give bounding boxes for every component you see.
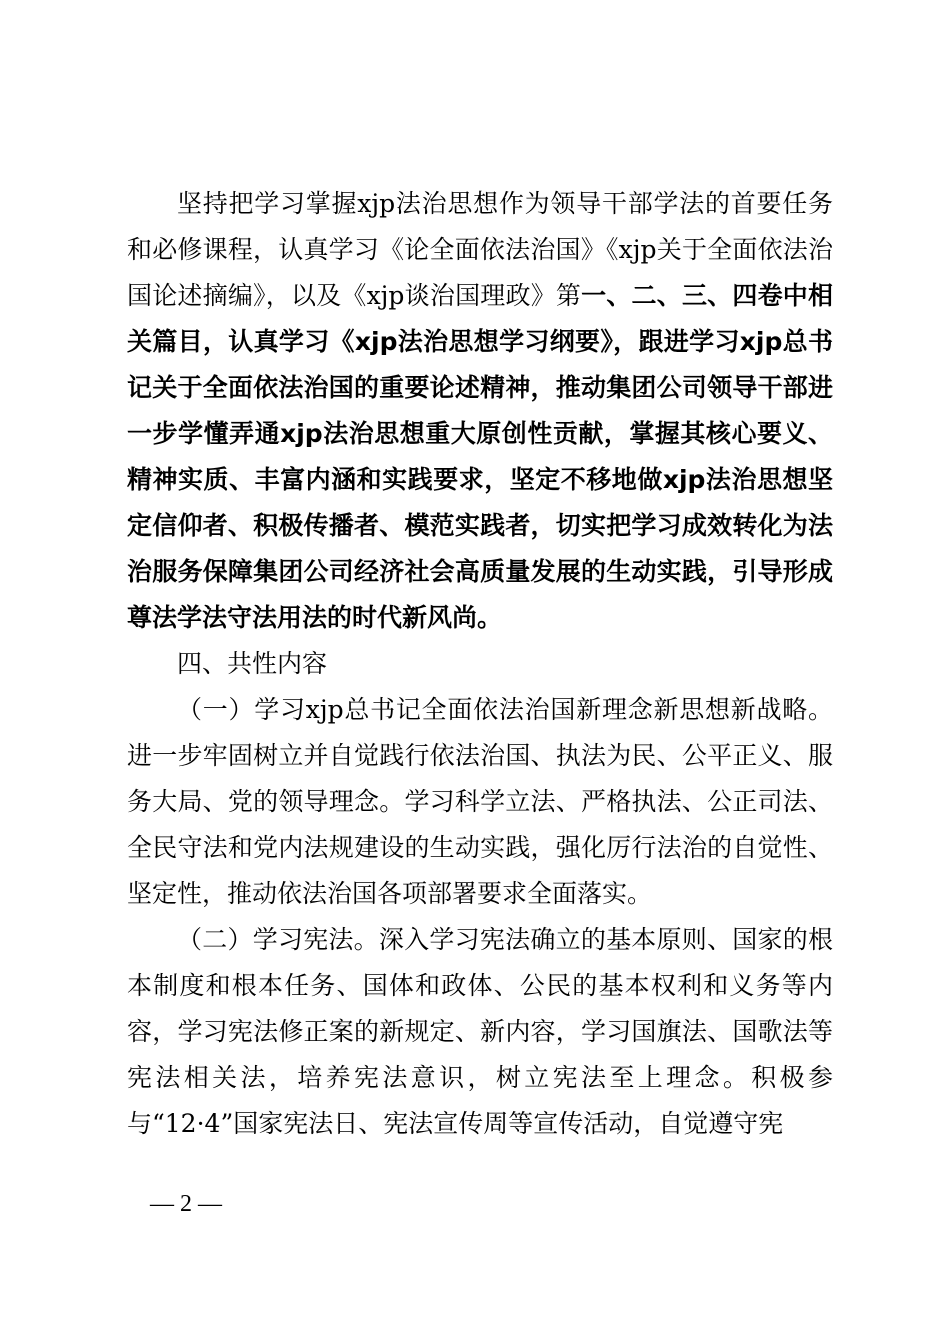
- paragraph-item-two: （二）学习宪法。深入学习宪法确立的基本原则、国家的根本制度和根本任务、国体和政体、公民的基本权利和义务等内容，学习宪法修正案的新规定、新内容，学习国旗法、国歌法等宪法相关法，培养宪法意识，树立宪法至上理念。积极参与“12·4”国家宪法日、宪法宣传周等宣传活动，自觉遵守宪: [127, 925, 833, 1138]
- document-body: [127, 181, 833, 1147]
- paragraph-text: 坚持把学习掌握xjp法治思想作为领导干部学法的首要任务和必修课程，认真学习《论全面依法治国》《xjp关于全面依法治国论述摘编》，以及《xjp谈治国理政》第: [127, 189, 833, 310]
- page-number: — 2 —: [150, 1191, 222, 1217]
- paragraph-text-bold: 一、二、三、四卷中相关篇目，认真学习《xjp法治思想学习纲要》，跟进学习xjp总书记关于全面依法治国的重要论述精神，推动集团公司领导干部进一步学懂弄通xjp法治思想重大原创性贡献，掌握其核心要义、精神实质、丰富内涵和实践要求，坚定不移地做xjp法治思想坚定信仰者、积极传播者、模范实践者，切实把学习成效转化为法治服务保障集团公司经济社会高质量发展的生动实践，引导形成尊法学法守法用法的时代新风尚。: [127, 281, 833, 632]
- paragraph-item-one: （一）学习xjp总书记全面依法治国新理念新思想新战略。进一步牢固树立并自觉践行依法治国、执法为民、公平正义、服务大局、党的领导理念。学习科学立法、严格执法、公正司法、全民守法和党内法规建设的生动实践，强化厉行法治的自觉性、坚定性，推动依法治国各项部署要求全面落实。: [127, 695, 833, 908]
- section-heading: 四、共性内容: [177, 649, 328, 678]
- paragraph-study-xjp-thought: [127, 181, 833, 641]
